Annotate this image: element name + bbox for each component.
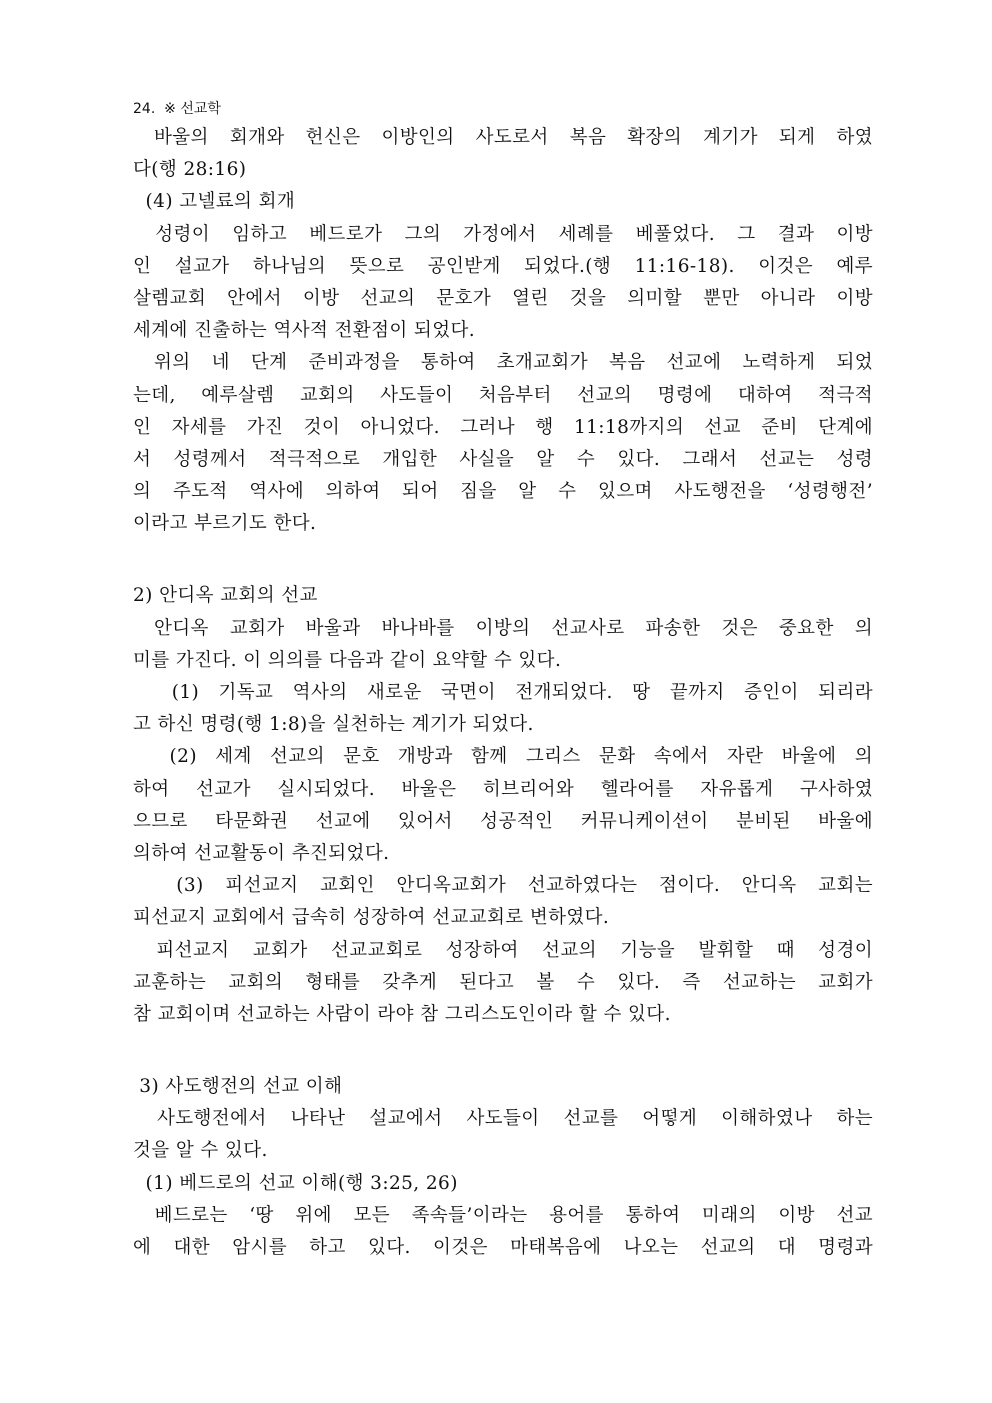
text-line: 참 교회이며 선교하는 사람이 라야 참 그리스도인이라 할 수 있다.	[133, 1003, 671, 1025]
text-line: 으므로 타문화권 선교에 있어서 성공적인 커뮤니케이션이 분비된 바울에	[133, 810, 873, 832]
text-line: (1) 베드로의 선교 이해(행 3:25, 26)	[133, 1172, 458, 1194]
text-line: 안디옥 교회가 바울과 바나바를 이방의 선교사로 파송한 것은 중요한 의	[133, 617, 873, 639]
text-line: 위의 네 단계 준비과정을 통하여 초개교회가 복음 선교에 노력하게 되었	[133, 352, 873, 374]
text-line: 피선교지 교회에서 급속히 성장하여 선교교회로 변하였다.	[133, 907, 610, 929]
text-line: 세계에 진출하는 역사적 전환점이 되었다.	[133, 320, 476, 342]
page-number: 24.	[133, 101, 156, 117]
text-line: 피선교지 교회가 선교교회로 성장하여 선교의 기능을 발휘할 때 성경이	[133, 939, 873, 961]
blank-line	[133, 540, 873, 580]
blank-line	[133, 1031, 873, 1071]
reference-mark-icon: ※	[164, 101, 176, 117]
text-line: 사도행전에서 나타난 설교에서 사도들이 선교를 어떻게 이해하였나 하는	[133, 1108, 873, 1130]
text-line: 3) 사도행전의 선교 이해	[133, 1076, 343, 1098]
text-line: 바울의 회개와 헌신은 이방인의 사도로서 복음 확장의 계기가 되게 하였	[133, 127, 873, 148]
text-line: 교훈하는 교회의 형태를 갖추게 된다고 볼 수 있다. 즉 선교하는 교회가	[133, 971, 873, 993]
page-header	[133, 98, 221, 118]
text-line: 것을 알 수 있다.	[133, 1140, 268, 1162]
text-line: 는데, 예루살렘 교회의 사도들이 처음부터 선교의 명령에 대하여 적극적	[133, 384, 873, 406]
text-line: 베드로는 ‘땅 위에 모든 족속들’이라는 용어를 통하여 미래의 이방 선교	[133, 1204, 873, 1226]
text-line: 서 성령께서 적극적으로 개입한 사실을 알 수 있다. 그래서 선교는 성령	[133, 448, 873, 470]
text-line: 2) 안디옥 교회의 선교	[133, 585, 318, 607]
text-line: (2) 세계 선교의 문호 개방과 함께 그리스 문화 속에서 자란 바울에 의	[133, 746, 873, 768]
text-line: 의하여 선교활동이 추진되었다.	[133, 842, 390, 864]
text-line: (1) 기독교 역사의 새로운 국면이 전개되었다. 땅 끝까지 증인이 되리라	[133, 682, 873, 703]
text-line: 하여 선교가 실시되었다. 바울은 히브리어와 헬라어를 자유롭게 구사하였	[133, 778, 873, 800]
text-line: 에 대한 암시를 하고 있다. 이것은 마태복음에 나오는 선교의 대 명령과	[133, 1237, 873, 1258]
text-line: 성령이 임하고 베드로가 그의 가정에서 세례를 베풀었다. 그 결과 이방	[133, 223, 873, 245]
text-line: 미를 가진다. 이 의의를 다음과 같이 요약할 수 있다.	[133, 649, 562, 671]
text-line: 살렘교회 안에서 이방 선교의 문호가 열린 것을 의미할 뿐만 아니라 이방	[133, 287, 873, 309]
text-line: (4) 고넬료의 회개	[133, 191, 296, 213]
document-body	[133, 122, 873, 1264]
document-title: 선교학	[180, 101, 221, 117]
text-line: 이라고 부르기도 한다.	[133, 513, 317, 535]
text-line: 인 자세를 가진 것이 아니었다. 그러나 행 11:18까지의 선교 준비 단계에	[133, 416, 873, 438]
text-line: 인 설교가 하나님의 뜻으로 공인받게 되었다.(행 11:16-18). 이것은 예루	[133, 255, 873, 277]
text-line: 의 주도적 역사에 의하여 되어 짐을 알 수 있으며 사도행전을 ‘성령행전’	[133, 481, 873, 503]
text-line: 고 하신 명령(행 1:8)을 실천하는 계기가 되었다.	[133, 714, 534, 736]
text-line: (3) 피선교지 교회인 안디옥교회가 선교하였다는 점이다. 안디옥 교회는	[133, 875, 873, 897]
text-line: 다(행 28:16)	[133, 159, 247, 181]
